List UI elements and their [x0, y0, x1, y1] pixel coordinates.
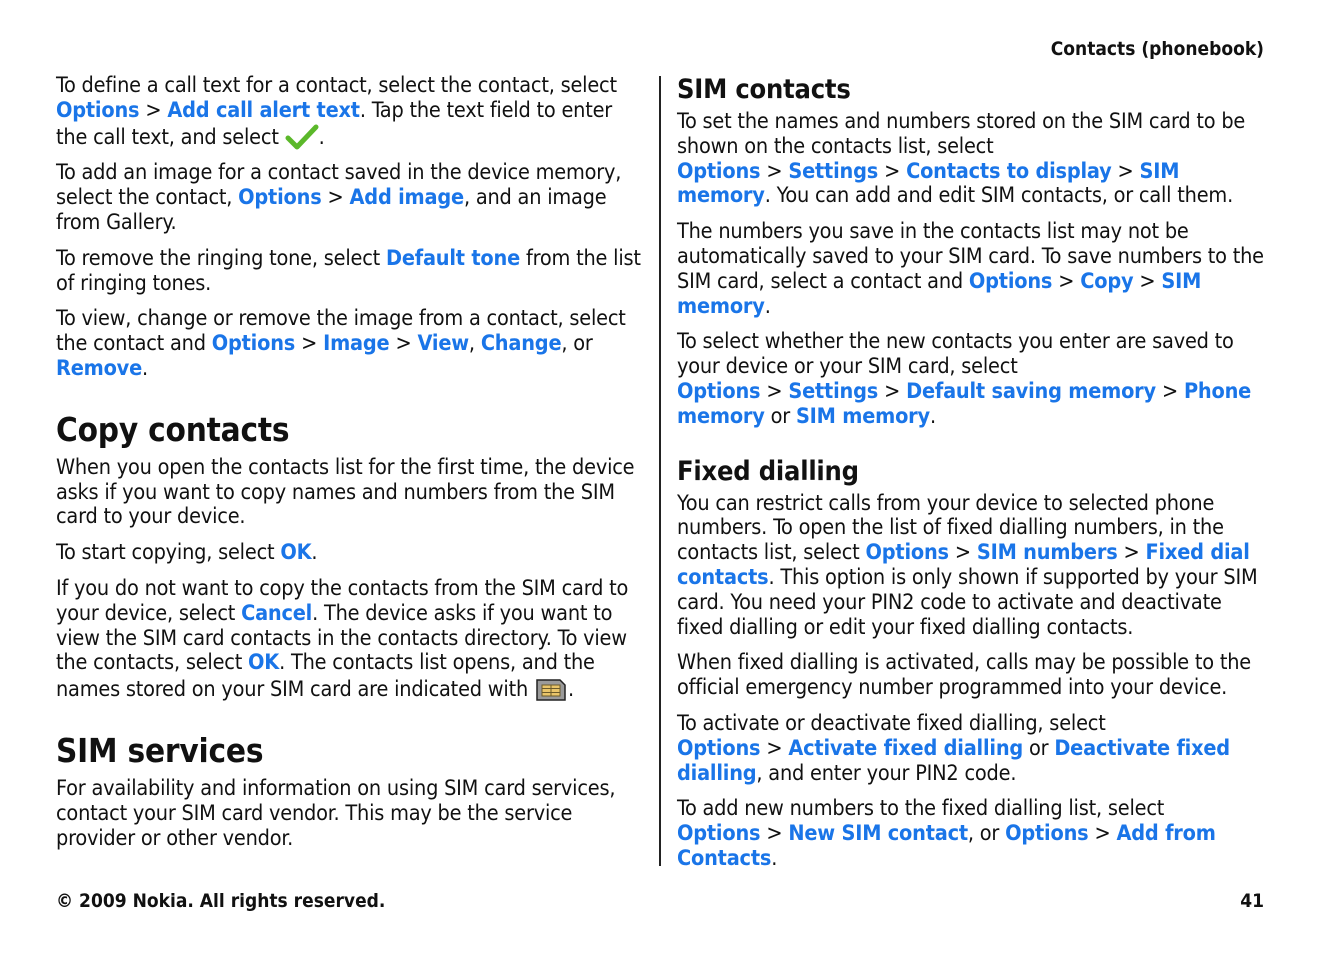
separator: > [395, 331, 412, 357]
paragraph-sim-services [56, 777, 648, 851]
checkmark-icon [285, 124, 319, 150]
separator: > [1139, 268, 1156, 294]
text: If you do not want to copy the contacts from the SIM card to your device, select [56, 575, 629, 626]
page-number: 41 [1240, 890, 1264, 912]
keyword-cancel: Cancel [241, 600, 313, 626]
keyword-change: Change [480, 331, 562, 357]
separator: > [327, 185, 344, 211]
paragraph-activate [677, 712, 1269, 786]
paragraph-remove-tone [56, 247, 648, 297]
text: or [764, 403, 796, 429]
keyword-settings: Settings [788, 378, 879, 404]
keyword-options: Options [677, 735, 761, 761]
paragraph-start-copying [56, 541, 648, 566]
separator: > [301, 331, 318, 357]
keyword-copy: Copy [1080, 268, 1134, 294]
paragraph-add-numbers [677, 797, 1269, 871]
separator: > [954, 540, 971, 566]
footer-copyright: © 2009 Nokia. All rights reserved. [56, 890, 386, 912]
separator: > [766, 158, 783, 184]
text: . The device asks if you want to view the SIM card contacts in the contacts directory. To view the contacts, select [56, 600, 627, 676]
separator: > [1117, 158, 1134, 184]
separator: > [1123, 540, 1140, 566]
keyword-deactivate-fixed-dialling: Deactivate fixed dialling [677, 735, 1230, 786]
text: . [311, 540, 318, 566]
paragraph-default-memory [677, 330, 1269, 429]
text: , [468, 331, 481, 357]
keyword-phone-memory: Phone memory [677, 378, 1252, 429]
separator: > [1058, 268, 1075, 294]
text: When you open the contacts list for the first time, the device asks if you want to copy names and numbers from the SIM card to your device. [56, 454, 635, 530]
keyword-fixed-dial-contacts: Fixed dial contacts [677, 540, 1250, 590]
text: , or [967, 821, 1006, 847]
keyword-options: Options [968, 268, 1053, 294]
separator: > [766, 821, 783, 847]
keyword-default-tone: Default tone [385, 245, 521, 271]
text: , and an image from Gallery. [56, 185, 607, 235]
sim-card-icon [534, 676, 568, 702]
text: . You can add and edit SIM contacts, or call them. [764, 183, 1234, 209]
keyword-add-image: Add image [349, 185, 464, 211]
text: . [764, 293, 771, 319]
keyword-image: Image [323, 331, 390, 357]
keyword-options: Options [1005, 821, 1089, 847]
keyword-options: Options [677, 158, 761, 184]
keyword-new-sim-contact: New SIM contact [788, 821, 968, 847]
text: The numbers you save in the contacts list may not be automatically saved to your SIM card. To save numbers to the SIM card, select a contact and [677, 219, 1264, 294]
text: To start copying, select [56, 540, 281, 566]
heading-fixed-dialling: Fixed dialling [677, 455, 859, 487]
text: . This option is only shown if supported by your SIM card. You need your PIN2 code to activate and deactivate fixed dialling or edit your fixed dialling contacts. [677, 564, 1258, 640]
heading-sim-contacts: SIM contacts [677, 74, 851, 105]
separator: > [145, 97, 162, 123]
keyword-default-saving-memory: Default saving memory [906, 378, 1156, 404]
text: , or [561, 331, 593, 357]
keyword-settings: Settings [788, 158, 879, 184]
text: To remove the ringing tone, select [56, 245, 386, 271]
keyword-options: Options [865, 540, 949, 566]
text: To activate or deactivate fixed dialling, select [677, 710, 1106, 736]
running-header: Contacts (phonebook) [1050, 38, 1264, 60]
paragraph-cancel-copy [56, 577, 648, 703]
text: When fixed dialling is activated, calls may be possible to the official emergency number programmed into your device. [677, 650, 1252, 701]
text: To add new numbers to the fixed dialling list, select [677, 796, 1165, 822]
keyword-contacts-to-display: Contacts to display [906, 158, 1112, 184]
separator: > [766, 378, 783, 404]
text: . The contacts list opens, and the names stored on your SIM card are indicated with [56, 650, 595, 703]
heading-sim-services: SIM services [56, 730, 264, 770]
paragraph-call-text [56, 74, 648, 150]
left-column [56, 74, 648, 862]
keyword-options: Options [677, 821, 761, 847]
keyword-sim-memory: SIM memory [677, 158, 1180, 209]
text: , and enter your PIN2 code. [756, 760, 1017, 786]
keyword-add-call-alert-text: Add call alert text [167, 97, 360, 123]
column-divider [659, 76, 661, 866]
separator: > [1161, 378, 1178, 404]
keyword-activate-fixed-dialling: Activate fixed dialling [788, 735, 1024, 761]
paragraph-view-image [56, 307, 648, 381]
keyword-add-from-contacts: Add from Contacts [677, 821, 1216, 871]
separator: > [884, 158, 901, 184]
text: . Tap the text field to enter the call text, and select [56, 97, 613, 150]
paragraph-copy-intro [56, 456, 648, 530]
text: To view, change or remove the image from a contact, select the contact and [56, 306, 626, 357]
text: . [318, 124, 325, 150]
text: To set the names and numbers stored on the SIM card to be shown on the contacts list, select [677, 109, 1246, 159]
heading-copy-contacts: Copy contacts [56, 409, 290, 449]
text: To select whether the new contacts you enter are saved to your device or your SIM card, select [677, 329, 1234, 380]
text: from the list of ringing tones. [56, 245, 641, 296]
keyword-options: Options [677, 378, 761, 404]
keyword-sim-memory: SIM memory [795, 403, 930, 429]
paragraph-emergency [677, 651, 1269, 701]
text: . [771, 845, 778, 871]
text: or [1023, 735, 1055, 761]
keyword-options: Options [56, 97, 140, 123]
text: . [142, 355, 148, 381]
separator: > [884, 378, 901, 404]
paragraph-save-to-sim [677, 220, 1269, 319]
paragraph-fixed-intro [677, 492, 1269, 641]
text: . [929, 403, 936, 429]
keyword-view: View [417, 331, 469, 357]
keyword-remove: Remove [56, 355, 142, 381]
text: You can restrict calls from your device to selected phone numbers. To open the list of fixed dialling numbers, in the contacts list, select [677, 490, 1224, 566]
separator: > [1094, 821, 1111, 847]
paragraph-contacts-display [677, 110, 1269, 209]
text: To define a call text for a contact, select the contact, select [56, 73, 617, 98]
keyword-ok: OK [280, 540, 312, 566]
separator: > [766, 735, 783, 761]
text: . [567, 677, 574, 703]
text: For availability and information on using SIM card services, contact your SIM card vendor. This may be the service provider or other vendor. [56, 775, 616, 851]
keyword-options: Options [238, 185, 322, 211]
text: To add an image for a contact saved in the device memory, select the contact, [56, 160, 622, 211]
paragraph-add-image [56, 161, 648, 235]
keyword-sim-memory: SIM memory [677, 268, 1202, 319]
right-column [677, 74, 1269, 883]
keyword-ok: OK [248, 650, 280, 676]
keyword-sim-numbers: SIM numbers [976, 540, 1118, 566]
keyword-options: Options [211, 331, 296, 357]
